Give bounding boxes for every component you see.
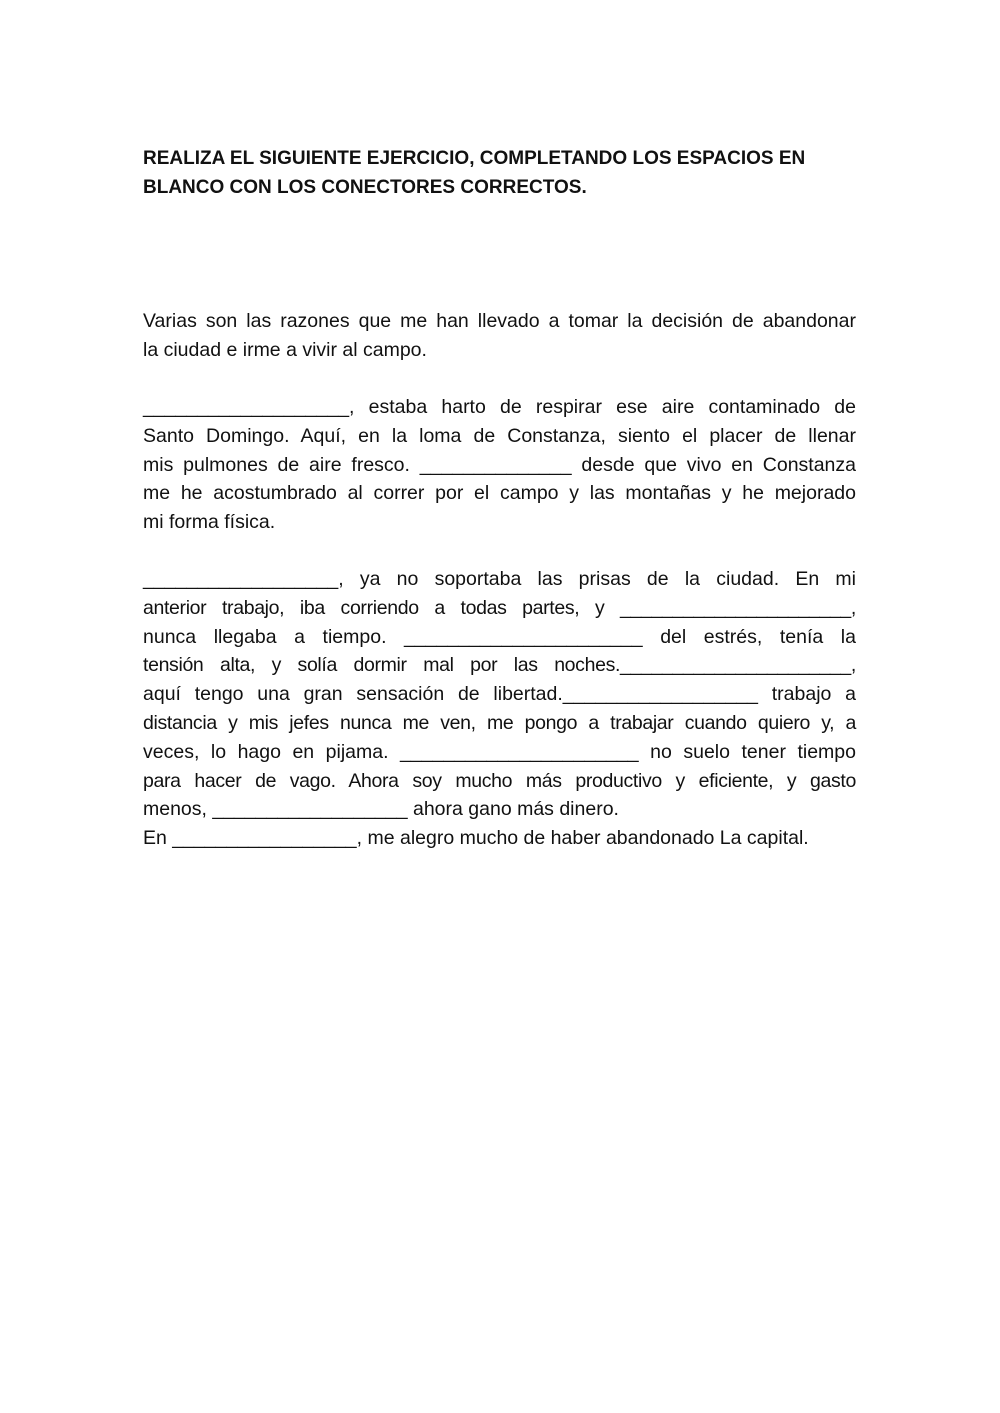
text-line: mi forma física. [143, 511, 276, 534]
text-line-with-blank: anterior trabajo, iba corriendo a todas partes, y ______________________, [143, 596, 856, 619]
exercise-instructions [143, 144, 863, 202]
text-line-with-blank: ___________________, estaba harto de respirar ese aire contaminado de [143, 396, 856, 418]
text-line: la ciudad e irme a vivir al campo. [143, 338, 427, 361]
instructions-line: BLANCO CON LOS CONECTORES CORRECTOS. [143, 177, 587, 198]
text-line-with-blank: mis pulmones de aire fresco. ______________ desde que vivo en Constanza [143, 453, 856, 476]
paragraph-1 [143, 393, 856, 537]
text-line: Varias son las razones que me han llevado a tomar la decisión de abandonar [143, 310, 856, 332]
text-line-with-blank: nunca llegaba a tiempo. ______________________ del estrés, tenía la [143, 625, 856, 648]
text-line: me he acostumbrado al correr por el campo y las montañas y he mejorado [143, 482, 856, 505]
text-line-with-blank: tensión alta, y solía dormir mal por las noches.______________________, [143, 654, 856, 677]
text-line: para hacer de vago. Ahora soy mucho más productivo y eficiente, y gasto [143, 769, 856, 792]
text-line-with-blank: aquí tengo una gran sensación de libertad.__________________ trabajo a [143, 683, 856, 706]
intro-paragraph [143, 307, 856, 365]
text-line-with-blank: En _________________, me alegro mucho de haber abandonado La capital. [143, 827, 809, 850]
text-line: distancia y mis jefes nunca me ven, me pongo a trabajar cuando quiero y, a [143, 711, 856, 734]
text-line-with-blank: menos, __________________ ahora gano más dinero. [143, 798, 619, 821]
text-line-with-blank: __________________, ya no soportaba las prisas de la ciudad. En mi [143, 568, 856, 590]
instructions-line: REALIZA EL SIGUIENTE EJERCICIO, COMPLETANDO LOS ESPACIOS EN [143, 148, 806, 169]
paragraph-2 [143, 565, 856, 853]
text-line: Santo Domingo. Aquí, en la loma de Constanza, siento el placer de llenar [143, 424, 856, 447]
text-line-with-blank: veces, lo hago en pijama. ______________________ no suelo tener tiempo [143, 740, 856, 763]
